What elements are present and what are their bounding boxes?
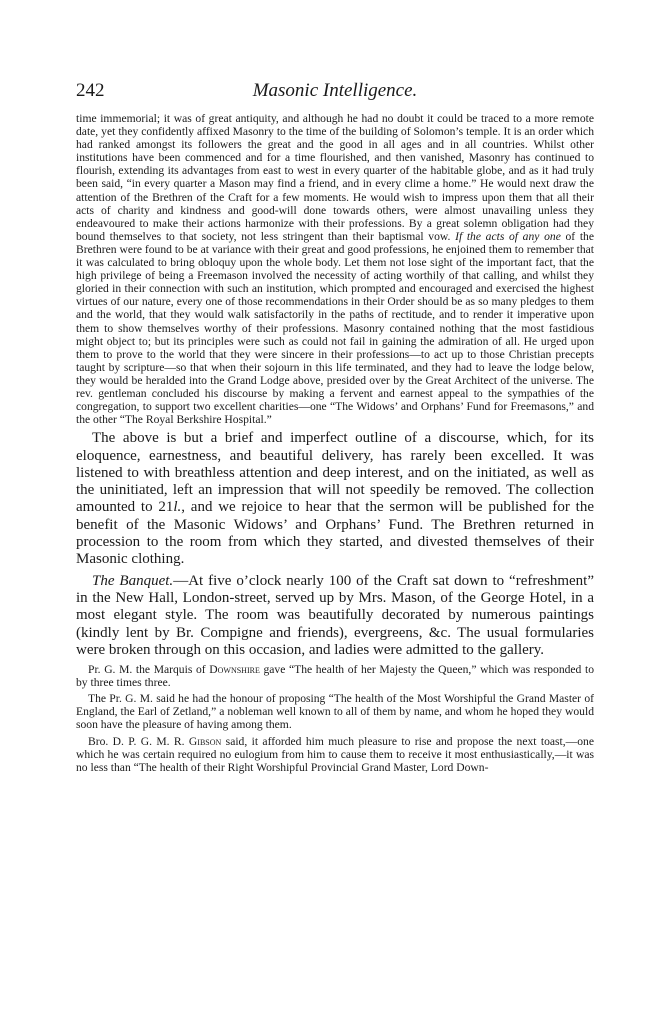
small-caps-name: Gibson bbox=[188, 734, 222, 748]
text-run: Pr. G. M. the Marquis of bbox=[88, 663, 210, 677]
paragraph bbox=[76, 573, 594, 659]
italic-text: l. bbox=[173, 499, 182, 516]
paragraph bbox=[76, 692, 594, 731]
paragraph bbox=[76, 112, 594, 426]
text-run: time immemorial; it was of great antiquity, and although he had no doubt it could be traced to a more remote date, yet they confidently affixed Masonry to the time of the building of Solomon’s temple. It is an order which had ranked amongst its followers the great and the good in all ages and in all countries. Whilst other institutions have been commenced and for a time flourished, and then vanished, Masonry has continued to flourish, extending its advantages from east to west in every quarter of the habitable globe, and as it had truly been said, “in every quarter a Mason may find a friend, and in every clime a home.” He would next draw the attention of the Brethren of the Craft for a few moments. He would wish to impress upon them that all their acts of charity and kindness and good-will done towards others, were almost unavailing unless they endeavoured to make their actions harmonize with their professions. By a great solemn obligation had they bound themselves to that society, not less stringent than their baptismal vow. bbox=[76, 112, 594, 243]
italic-text: The Banquet. bbox=[92, 572, 174, 589]
text-run: of the Brethren were found to be at variance with their great and good professions, he enjoined them to remember that it was calculated to bring obloquy upon the whole body. Let them not lose sight of the important fact, that the high privilege of being a Freemason involved the necessity of acting worthily of that calling, and whilst they gloried in their connection with such an institution, which prompted and encouraged and exercised the highest virtues of our nature, every one of those recommendations in their Order should be as so many pledges to them and the world, that they would walk satisfactorily in the paths of rectitude, and to render it imperative upon them to show themselves worthy of their professions. Masonry contained nothing that the most fastidious might object to; but its principles were such as could not fail in gaining the admiration of all. He urged upon them to prove to the world that they were sincere in their professions—to act up to those Christian precepts taught by scripture—so that when their sojourn in this life terminated, and they had to leave the lodge below, they would be heralded into the Grand Lodge above, presided over by the Great Architect of the universe. The rev. gentleman concluded his discourse by making a fervent and earnest appeal to the sympathies of the congregation, to support two excellent charities—one “The Widows’ and Orphans’ Fund for Freemasons,” and the other “The Royal Berkshire Hospital.” bbox=[76, 229, 595, 427]
text-run: gave “The health of her Majesty the Queen,” which was responded to by three times three. bbox=[76, 663, 594, 690]
paragraph bbox=[76, 735, 594, 774]
text-run: —At five o’clock nearly 100 of the Craft sat down to “refreshment” in the New Hall, London-street, served up by Mrs. Mason, of the George Hotel, in a most elegant style. The room was beautifully decorated by numerous paintings (kindly lent by Br. Compigne and friends), evergreens, &c. The usual formularies were broken through on this occasion, and ladies were admitted to the gallery. bbox=[76, 572, 594, 658]
page-number: 242 bbox=[76, 80, 105, 101]
page-header bbox=[76, 80, 594, 110]
italic-text: If the acts of any one bbox=[455, 229, 561, 243]
text-run: The Pr. G. M. said he had the honour of proposing “The health of the Most Worshipful the Grand Master of England, the Earl of Zetland,” a nobleman well known to all of them by name, and whom he hoped they would soon have the pleasure of having among them. bbox=[76, 692, 594, 732]
running-title: Masonic Intelligence. bbox=[252, 80, 418, 101]
text-run: said, it afforded him much pleasure to rise and propose the next toast,—one which he was certain required no eulogium from him to cause them to receive it most enthusiastically,—it was no less than “The health of their Right Worshipful Provincial Grand Master, Lord Down- bbox=[76, 734, 594, 774]
text-run: , and we rejoice to hear that the sermon will be published for the benefit of the Masonic Widows’ and Orphans’ Fund. The Brethren returned in procession to the room from which they started, and divested themselves of their Masonic clothing. bbox=[76, 499, 595, 568]
text-run: Bro. D. P. G. M. R. bbox=[88, 734, 189, 748]
text-run: The above is but a brief and imperfect outline of a discourse, which, for its eloquence, earnestness, and beautiful delivery, has rarely been excelled. It was listened to with breathless attention and deep interest, and on the initiated, as well as the uninitiated, left an impression that will not speedily be removed. The collection amounted to 21 bbox=[76, 430, 594, 516]
small-caps-name: Downshire bbox=[209, 663, 260, 677]
article-body bbox=[76, 112, 594, 774]
paragraph bbox=[76, 430, 594, 568]
paragraph bbox=[76, 663, 594, 689]
